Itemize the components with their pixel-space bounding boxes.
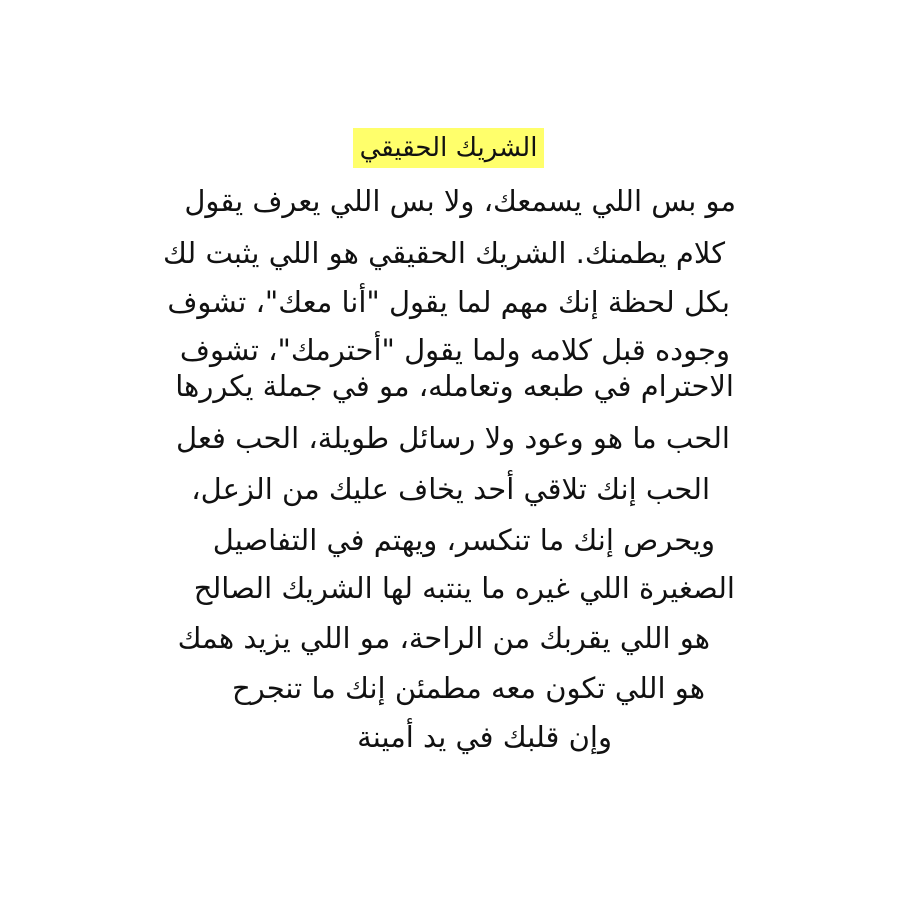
poem-line-9: الصغيرة اللي غيره ما ينتبه لها الشريك الصالح (193, 571, 735, 605)
poem-line-5: الاحترام في طبعه وتعامله، مو في جملة يكررها (175, 369, 734, 403)
title-wrapper (0, 128, 897, 168)
page-title: الشريك الحقيقي (353, 128, 545, 168)
poem-line-3: بكل لحظة إنك مهم لما يقول "أنا معك"، تشوف (167, 285, 730, 319)
poem-line-11: هو اللي تكون معه مطمئن إنك ما تنجرح (231, 671, 705, 705)
poem-line-2: كلام يطمنك. الشريك الحقيقي هو اللي يثبت لك (162, 236, 725, 270)
poem-line-4: وجوده قبل كلامه ولما يقول "أحترمك"، تشوف (179, 333, 730, 367)
poem-line-12: وإن قلبك في يد أمينة (357, 720, 612, 754)
poem-line-6: الحب ما هو وعود ولا رسائل طويلة، الحب فعل (176, 421, 730, 455)
poem-line-1: مو بس اللي يسمعك، ولا بس اللي يعرف يقول (184, 184, 736, 218)
poem-line-7: الحب إنك تلاقي أحد يخاف عليك من الزعل، (191, 472, 710, 506)
poem-line-10: هو اللي يقربك من الراحة، مو اللي يزيد همك (177, 621, 710, 655)
poem-line-8: ويحرص إنك ما تنكسر، ويهتم في التفاصيل (212, 523, 715, 557)
